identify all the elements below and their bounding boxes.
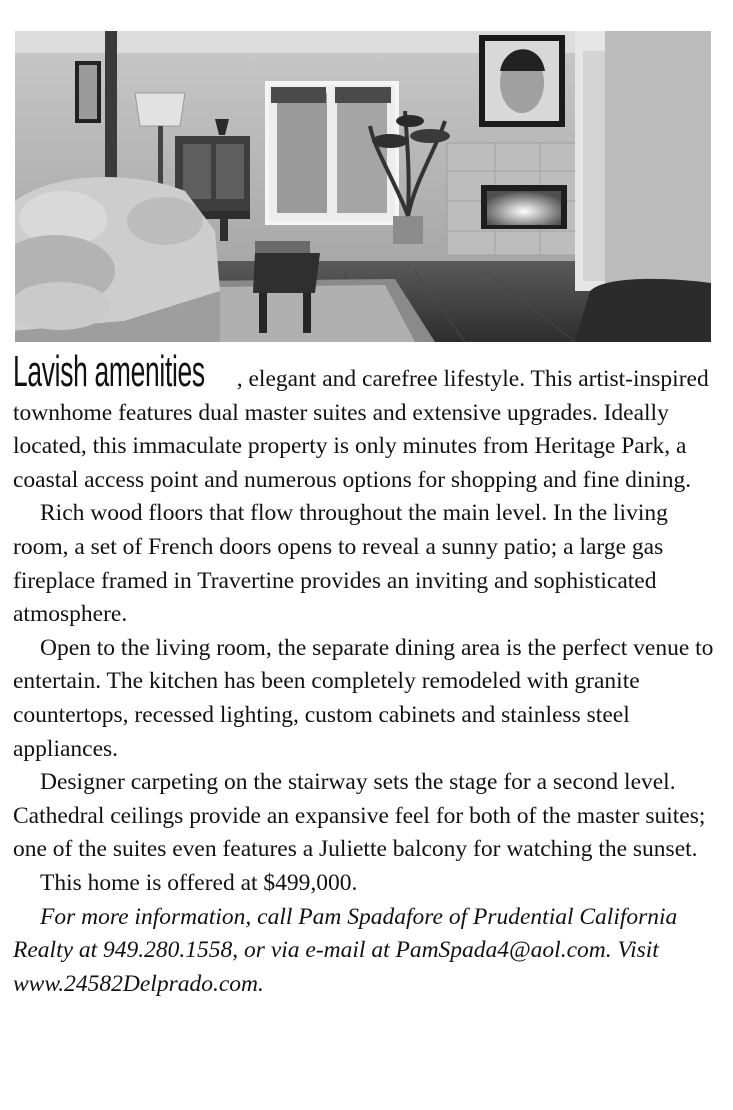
contact-info: For more information, call Pam Spadafore of Prudential California Realty at 949.280.1558, or via e-mail at PamSpada4@aol.com. Visit www.24582Delprado.com. xyxy=(13,903,678,997)
paragraph-second-level: Designer carpeting on the stairway sets the stage for a second level. Cathedral ceilings provide an expansive feel for both of the master suites; one of the suites even features a Juliette balcony for watching the sunset. xyxy=(13,769,706,863)
lead-heading: Lavish amenities xyxy=(13,347,205,396)
price-line: This home is offered at $499,000. xyxy=(40,869,358,896)
paragraph-intro xyxy=(13,347,719,497)
intro-text: , elegant and carefree lifestyle. This artist-inspired townhome features dual master suites and extensive upgrades. Ideally located, this immaculate property is only minutes from Heritage Park, a coastal access point and numerous options for shopping and fine dining. xyxy=(13,366,709,493)
paragraph-floors: Rich wood floors that flow throughout the main level. In the living room, a set of French doors opens to reveal a sunny patio; a large gas fireplace framed in Travertine provides an inviting and sophisticated atmosphere. xyxy=(13,500,668,628)
article-body xyxy=(13,347,719,1001)
paragraph-dining-kitchen: Open to the living room, the separate dining area is the perfect venue to entertain. The kitchen has been completely remodeled with granite countertops, recessed lighting, custom cabinets and stainless steel appliances. xyxy=(13,634,714,762)
living-room-photo xyxy=(15,31,711,342)
